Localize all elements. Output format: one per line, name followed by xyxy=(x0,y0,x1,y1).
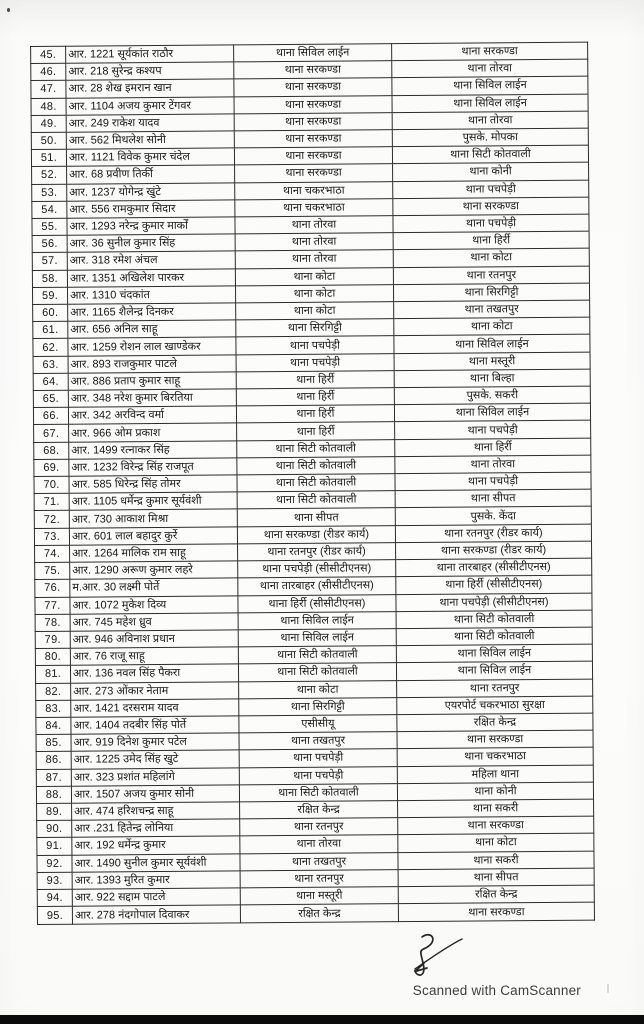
name-cell: आर. 946 अविनाश प्रधान xyxy=(70,630,238,649)
name-cell: आर. 556 रामकुमार सिदार xyxy=(67,200,235,219)
name-cell: आर. 656 अनिल साहू xyxy=(68,320,236,339)
from-station-cell: थाना हिर्री xyxy=(236,388,394,406)
from-station-cell: थाना मस्तूरी xyxy=(240,887,398,905)
name-cell: आर. 278 नंदगोपाल दिवाकर xyxy=(72,905,240,924)
from-station-cell: थाना पचपेड़ी xyxy=(236,353,394,371)
to-station-cell: थाना सीपत xyxy=(398,868,594,887)
from-station-cell: थाना पचपेड़ी (सीसीटीएनस) xyxy=(238,560,396,578)
name-cell: आर. 218 सुरेन्द्र कश्यप xyxy=(66,62,234,81)
from-station-cell: थाना सरकण्डा xyxy=(234,112,392,130)
name-cell: आर. 273 ओंकार नेताम xyxy=(71,681,239,700)
serial-cell: 88. xyxy=(36,786,71,803)
from-station-cell: थाना हिर्री xyxy=(236,405,394,423)
from-station-cell: थाना सरकण्डा xyxy=(235,164,393,182)
serial-cell: 90. xyxy=(37,820,72,837)
transfer-table-wrap xyxy=(30,42,594,925)
serial-cell: 56. xyxy=(32,235,67,252)
to-station-cell: थाना सिटी कोतवाली xyxy=(396,610,592,629)
serial-cell: 55. xyxy=(32,218,67,235)
name-cell: आर. 922 सद्दाम पाटले xyxy=(72,888,240,907)
serial-cell: 53. xyxy=(32,184,67,201)
from-station-cell: थाना हिर्री xyxy=(237,422,395,440)
to-station-cell: थाना हिर्री xyxy=(393,231,589,250)
to-station-cell: पुसके. मोपका xyxy=(392,128,588,147)
from-station-cell: रक्षित केन्द्र xyxy=(240,904,398,923)
from-station-cell: थाना चकरभाठा xyxy=(235,199,393,217)
serial-cell: 85. xyxy=(36,734,71,751)
to-station-cell: थाना सिविल लाईन xyxy=(394,403,590,422)
name-cell: आर. 893 राजकुमार पाटले xyxy=(68,355,236,374)
name-cell: आर. 601 लाल बहादुर कुर्रे xyxy=(69,527,237,546)
to-station-cell: थाना पचपेड़ी xyxy=(395,421,591,440)
name-cell: आर. 886 प्रताप कुमार साहू xyxy=(68,372,236,391)
from-station-cell: थाना सिरगिट्टी xyxy=(239,697,397,715)
name-cell: आर. 745 महेश ध्रुव xyxy=(70,613,238,632)
from-station-cell: थाना कोटा xyxy=(235,285,393,303)
from-station-cell: थाना सिविल लाईन xyxy=(234,44,392,62)
to-station-cell: थाना सरकण्डा (रीडर कार्य) xyxy=(396,541,592,560)
to-station-cell: थाना सिविल लाईन xyxy=(394,335,590,354)
to-station-cell: थाना हिर्री (सीसीटीएनस) xyxy=(396,575,592,594)
name-cell: आर. 474 हरिशचन्द्र साहू xyxy=(72,802,240,821)
serial-cell: 95. xyxy=(37,906,72,924)
from-station-cell: थाना सरकण्डा xyxy=(234,95,392,113)
from-station-cell: थाना सरकण्डा xyxy=(234,147,392,165)
serial-cell: 54. xyxy=(32,201,67,218)
from-station-cell: रक्षित केन्द्र xyxy=(240,801,398,819)
name-cell: आर. 342 अरविन्द वर्मा xyxy=(68,406,236,425)
name-cell: आर. 585 धिरेन्द्र सिंह तोमर xyxy=(69,475,237,494)
to-station-cell: थाना सरकण्डा xyxy=(397,730,593,749)
name-cell: आर. 1404 तदबीर सिंह पोर्ते xyxy=(71,716,239,735)
to-station-cell: थाना तोरवा xyxy=(392,59,588,78)
serial-cell: 57. xyxy=(32,253,67,270)
to-station-cell: थाना सिविल लाईन xyxy=(392,77,588,96)
camscanner-watermark: Scanned with CamScanner xyxy=(412,983,581,998)
name-cell: आर. 1293 नरेन्द्र कुमार मार्कों xyxy=(67,217,235,236)
from-station-cell: थाना कोटा xyxy=(236,302,394,320)
from-station-cell: थाना सरकण्डा xyxy=(234,61,392,79)
name-cell: आर. 68 प्रवीण तिर्की xyxy=(67,165,235,184)
serial-cell: 76. xyxy=(35,580,70,597)
from-station-cell: थाना हिर्री (सीसीटीएनस) xyxy=(238,594,396,612)
scan-artifact-speck xyxy=(7,8,10,12)
serial-cell: 65. xyxy=(33,390,68,407)
to-station-cell: थाना सिटी कोतवाली xyxy=(392,145,588,164)
serial-cell: 58. xyxy=(32,270,67,287)
serial-cell: 75. xyxy=(35,562,70,579)
name-cell: आर. 249 राकेश यादव xyxy=(66,114,234,133)
serial-cell: 68. xyxy=(34,442,69,459)
to-station-cell: थाना रतनपुर (रीडर कार्य) xyxy=(395,524,591,543)
transfer-table xyxy=(30,42,595,925)
from-station-cell: एसीसीयू xyxy=(239,715,397,733)
from-station-cell: थाना सरकण्डा (रीडर कार्य) xyxy=(237,525,395,543)
from-station-cell: थाना सरकण्डा xyxy=(234,78,392,96)
from-station-cell: थाना सिविल लाईन xyxy=(238,611,396,629)
serial-cell: 59. xyxy=(32,287,67,304)
from-station-cell: थाना सिटी कोतवाली xyxy=(237,474,395,492)
from-station-cell: थाना रतनपुर (रीडर कार्य) xyxy=(238,543,396,561)
serial-cell: 60. xyxy=(33,304,68,321)
to-station-cell: थाना तखतपुर xyxy=(394,300,590,319)
name-cell: आर. 1499 रत्नाकर सिंह xyxy=(69,441,237,460)
from-station-cell: थाना पचपेड़ी xyxy=(239,766,397,784)
to-station-cell: थाना सीपत xyxy=(395,489,591,508)
serial-cell: 46. xyxy=(31,63,66,80)
from-station-cell: थाना तखतपुर xyxy=(239,732,397,750)
name-cell: आर. 1264 मालिक राम साहू xyxy=(70,544,238,563)
table-body xyxy=(31,42,595,924)
signature-mark xyxy=(398,932,468,984)
from-station-cell: थाना तोरवा xyxy=(235,233,393,251)
to-station-cell: थाना कोटा xyxy=(393,249,589,268)
serial-cell: 47. xyxy=(31,81,66,98)
to-station-cell: थाना सकरी xyxy=(398,799,594,818)
name-cell: आर .231 हितेन्द्र लोनिया xyxy=(72,819,240,838)
to-station-cell: एयरपोर्ट चकरभाठा सुरक्षा xyxy=(397,696,593,715)
name-cell: आर. 1121 विवेक कुमार चंदेल xyxy=(66,148,234,167)
name-cell: आर. 730 आकाश मिश्रा xyxy=(69,509,237,528)
from-station-cell: थाना रतनपुर xyxy=(240,869,398,887)
name-cell: आर. 1232 विरेन्द्र सिंह राजपूत xyxy=(69,458,237,477)
name-cell: आर. 1237 योगेन्द्र खुंटे xyxy=(67,183,235,202)
serial-cell: 71. xyxy=(34,494,69,511)
serial-cell: 89. xyxy=(37,803,72,820)
from-station-cell: थाना तारबाहर (सीसीटीएनस) xyxy=(238,577,396,595)
name-cell: म.आर. 30 लक्ष्मी पोर्ते xyxy=(70,578,238,597)
to-station-cell: रक्षित केन्द्र xyxy=(398,885,594,904)
serial-cell: 69. xyxy=(34,459,69,476)
from-station-cell: थाना हिर्री xyxy=(236,371,394,389)
from-station-cell: थाना सिविल लाईन xyxy=(238,629,396,647)
to-station-cell: पुसके. सकरी xyxy=(394,386,590,405)
name-cell: आर. 1290 अरूण कुमार लहरे xyxy=(70,561,238,580)
to-station-cell: थाना सिविल लाईन xyxy=(392,94,588,113)
serial-cell: 93. xyxy=(37,872,72,889)
serial-cell: 81. xyxy=(35,666,70,683)
scan-artifact-tick xyxy=(607,984,609,993)
name-cell: आर. 1105 धर्मेन्द्र कुमार सूर्यवंशी xyxy=(69,492,237,511)
serial-cell: 83. xyxy=(36,700,71,717)
serial-cell: 52. xyxy=(32,167,67,184)
name-cell: आर. 348 नरेश कुमार बिरतिया xyxy=(68,389,236,408)
serial-cell: 91. xyxy=(37,838,72,855)
to-station-cell: थाना पचपेड़ी xyxy=(393,180,589,199)
to-station-cell: थाना हिर्री xyxy=(395,438,591,457)
to-station-cell: थाना सरकण्डा xyxy=(398,816,594,835)
from-station-cell: थाना सिटी कोतवाली xyxy=(237,439,395,457)
from-station-cell: थाना सरकण्डा xyxy=(234,130,392,148)
to-station-cell: थाना रतनपुर xyxy=(397,679,593,698)
serial-cell: 79. xyxy=(35,631,70,648)
name-cell: आर. 136 नवल सिंह पैकरा xyxy=(70,664,238,683)
name-cell: आर. 1310 चंदकांत xyxy=(67,286,235,305)
serial-cell: 50. xyxy=(31,132,66,149)
from-station-cell: थाना तखतपुर xyxy=(240,852,398,870)
to-station-cell: थाना तोरवा xyxy=(395,455,591,474)
name-cell: आर. 1393 मुरित कुमार xyxy=(72,871,240,890)
name-cell: आर. 966 ओम प्रकाश xyxy=(69,423,237,442)
to-station-cell: थाना तारबाहर (सीसीटीएनस) xyxy=(396,558,592,577)
serial-cell: 87. xyxy=(36,769,71,786)
name-cell: आर. 36 सुनील कुमार सिंह xyxy=(67,234,235,253)
from-station-cell: थाना सिरगिट्टी xyxy=(236,319,394,337)
name-cell: आर. 318 रमेश अंचल xyxy=(67,251,235,270)
to-station-cell: महिला थाना xyxy=(397,765,593,784)
from-station-cell: थाना तोरवा xyxy=(240,835,398,853)
serial-cell: 92. xyxy=(37,855,72,872)
to-station-cell: थाना सरकण्डा xyxy=(392,42,588,61)
serial-cell: 82. xyxy=(36,683,71,700)
name-cell: आर. 1165 शैलेन्द्र दिनकर xyxy=(68,303,236,322)
to-station-cell: थाना कोटा xyxy=(394,317,590,336)
to-station-cell: थाना सरकण्डा xyxy=(393,197,589,216)
serial-cell: 51. xyxy=(31,149,66,166)
from-station-cell: थाना सिटी कोतवाली xyxy=(239,783,397,801)
name-cell: आर. 1351 अखिलेश पारकर xyxy=(67,269,235,288)
to-station-cell: थाना सरकण्डा xyxy=(398,902,594,921)
from-station-cell: थाना कोटा xyxy=(235,267,393,285)
to-station-cell: थाना सिविल लाईन xyxy=(396,644,592,663)
from-station-cell: थाना सिटी कोतवाली xyxy=(237,491,395,509)
serial-cell: 73. xyxy=(34,528,69,545)
table-row xyxy=(37,902,594,924)
from-station-cell: थाना तोरवा xyxy=(235,250,393,268)
to-station-cell: थाना चकरभाठा xyxy=(397,747,593,766)
serial-cell: 86. xyxy=(36,752,71,769)
serial-cell: 45. xyxy=(31,46,66,63)
serial-cell: 77. xyxy=(35,597,70,614)
from-station-cell: थाना सिटी कोतवाली xyxy=(238,663,396,681)
name-cell: आर. 1225 उमेद सिंह खुटे xyxy=(71,750,239,769)
serial-cell: 70. xyxy=(34,476,69,493)
serial-cell: 67. xyxy=(34,425,69,442)
name-cell: आर. 1507 अजय कुमार सोनी xyxy=(71,785,239,804)
serial-cell: 62. xyxy=(33,339,68,356)
to-station-cell: थाना कोटा xyxy=(398,833,594,852)
from-station-cell: थाना सीपत xyxy=(237,508,395,526)
bottom-black-bar xyxy=(0,1015,644,1024)
to-station-cell: थाना रतनपुर xyxy=(393,266,589,285)
serial-cell: 72. xyxy=(34,511,69,528)
from-station-cell: थाना रतनपुर xyxy=(240,818,398,836)
name-cell: आर. 1104 अजय कुमार टेंगवर xyxy=(66,97,234,116)
name-cell: आर. 76 राजू साहू xyxy=(70,647,238,666)
serial-cell: 80. xyxy=(35,648,70,665)
serial-cell: 84. xyxy=(36,717,71,734)
serial-cell: 61. xyxy=(33,321,68,338)
name-cell: आर. 1072 मुकेश दिव्य xyxy=(70,595,238,614)
serial-cell: 74. xyxy=(35,545,70,562)
to-station-cell: थाना पचपेड़ी xyxy=(393,214,589,233)
from-station-cell: थाना सिटी कोतवाली xyxy=(238,646,396,664)
from-station-cell: थाना पचपेड़ी xyxy=(236,336,394,354)
from-station-cell: थाना सिटी कोतवाली xyxy=(237,457,395,475)
name-cell: आर. 1490 सुनील कुमार सूर्यवंशी xyxy=(72,853,240,872)
from-station-cell: थाना तोरवा xyxy=(235,216,393,234)
to-station-cell: रक्षित केन्द्र xyxy=(397,713,593,732)
to-station-cell: थाना पचपेड़ी (सीसीटीएनस) xyxy=(396,593,592,612)
name-cell: आर. 1421 दरसराम यादव xyxy=(71,699,239,718)
name-cell: आर. 1221 सूर्यकांत राठौर xyxy=(66,45,234,64)
name-cell: आर. 562 मिथलेश सोनी xyxy=(66,131,234,150)
to-station-cell: थाना तोरवा xyxy=(392,111,588,130)
to-station-cell: थाना सिरगिट्टी xyxy=(393,283,589,302)
name-cell: आर. 323 प्रशांत महिलांगे xyxy=(71,767,239,786)
from-station-cell: थाना चकरभाठा xyxy=(235,181,393,199)
serial-cell: 78. xyxy=(35,614,70,631)
to-station-cell: थाना सिविल लाईन xyxy=(396,661,592,680)
to-station-cell: थाना बिल्हा xyxy=(394,369,590,388)
to-station-cell: थाना कोनी xyxy=(393,163,589,182)
name-cell: आर. 1259 रोशन लाल खाण्डेकर xyxy=(68,337,236,356)
name-cell: आर. 192 धर्मेन्द्र कुमार xyxy=(72,836,240,855)
to-station-cell: थाना सकरी xyxy=(398,851,594,870)
name-cell: आर. 28 शेख इमरान खान xyxy=(66,79,234,98)
from-station-cell: थाना पचपेड़ी xyxy=(239,749,397,767)
to-station-cell: थाना मस्तूरी xyxy=(394,352,590,371)
to-station-cell: थाना पचपेड़ी xyxy=(395,472,591,491)
serial-cell: 48. xyxy=(31,98,66,115)
serial-cell: 64. xyxy=(33,373,68,390)
serial-cell: 49. xyxy=(31,115,66,132)
to-station-cell: थाना सिटी कोतवाली xyxy=(396,627,592,646)
serial-cell: 66. xyxy=(33,408,68,425)
name-cell: आर. 919 दिनेश कुमार पटेल xyxy=(71,733,239,752)
serial-cell: 94. xyxy=(37,889,72,906)
to-station-cell: पुसके. केंदा xyxy=(395,507,591,526)
from-station-cell: थाना कोटा xyxy=(239,680,397,698)
to-station-cell: थाना कोनी xyxy=(397,782,593,801)
serial-cell: 63. xyxy=(33,356,68,373)
